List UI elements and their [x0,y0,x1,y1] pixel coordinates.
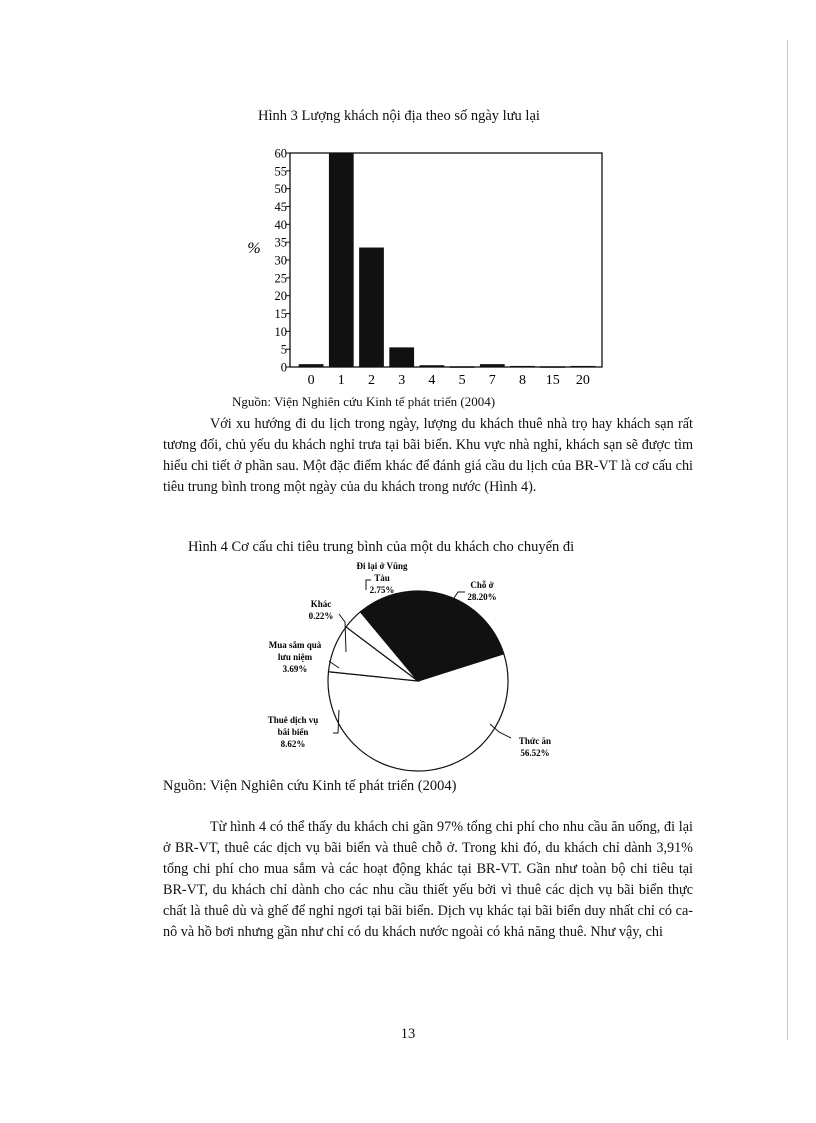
x-tick-label: 7 [488,373,496,388]
pie-value-label: 8.62% [280,739,306,749]
pie-value-label: 0.22% [308,611,334,621]
pie-value-label: 2.75% [369,585,395,595]
paragraph-2 [163,817,693,943]
pie-category-label: Chỗ ở [470,580,494,590]
y-tick-label: 45 [274,200,287,214]
bar-4 [420,365,445,367]
x-tick-label: 20 [575,373,590,388]
bar-1 [329,153,354,367]
bar-3 [389,347,414,367]
pie-category-label: bãi biển [277,727,309,737]
pie-value-label: 3.69% [282,664,308,674]
y-tick-label: 0 [280,360,287,375]
y-tick-label: 30 [274,253,287,268]
figure3-bar-chart [228,145,618,395]
bar-0 [299,364,324,367]
bar-15 [540,366,565,368]
page-number: 13 [400,1026,416,1042]
pie-category-label: Tàu [374,573,390,583]
x-tick-label: 5 [458,373,466,388]
x-tick-label: 8 [519,373,526,388]
y-tick-label: 20 [274,289,287,304]
pie-category-label: Mua sắm quà [268,640,322,650]
pie-category-label: Đi lại ở Vũng [356,561,408,571]
scan-edge-line [787,40,788,1040]
bar-5 [450,366,475,368]
bar-7 [480,364,505,367]
bar-2 [359,248,384,367]
bar-8 [510,366,535,368]
figure4-pie-chart [245,558,575,773]
x-tick-label: 4 [428,373,436,388]
pie-category-label: Thuê dịch vụ [267,715,319,725]
pie-value-label: 56.52% [520,748,550,758]
pie-category-label: Khác [310,599,332,609]
figure4-source: Nguồn: Viện Nghiên cứu Kinh tế phát triển (2004) [163,778,457,794]
figure3-title: Hình 3 Lượng khách nội địa theo số ngày lưu lại [258,108,540,124]
bars [299,153,596,368]
x-tick-label: 3 [398,373,406,388]
pie-value-label: 28.20% [467,592,497,602]
leader-line [454,592,465,598]
y-tick-label: 15 [274,307,287,321]
x-tick-label: 2 [368,373,375,388]
y-tick-label: 55 [274,164,287,179]
y-tick-label: 25 [274,271,287,286]
bar-20 [571,366,596,368]
paragraph-1-text: Với xu hướng đi du lịch trong ngày, lượng du khách thuê nhà trọ hay khách sạn rất tương đối, chủ yếu du khách nghỉ trưa tại bãi biển. Khu vực nhà nghỉ, khách sạn sẽ được tìm hiểu chi tiết ở phần sau. Một đặc điểm khác để đánh giá cầu du lịch của BR-VT là cơ cấu chi tiêu trung bình trong một ngày của du khách trong nước (Hình 4). [163,416,693,495]
y-tick-label: 10 [274,324,287,339]
paragraph-2-text: Từ hình 4 có thể thấy du khách chi gần 97% tổng chi phí cho nhu cầu ăn uống, đi lại ở BR-VT, thuê các dịch vụ bãi biển và thuê chỗ ở. Trong khi đó, du khách chỉ dành 3,91% tổng chi phí cho mua sắm và các hoạt động khác tại BR-VT. Gần như toàn bộ chi tiêu tại BR-VT, du khách chỉ dành cho các nhu cầu thiết yếu bởi vì thuê các dịch vụ bãi biển thực chất là thuê dù và ghế để nghỉ ngơi tại bãi biển. Dịch vụ khác tại bãi biển duy nhất chỉ có ca-nô và hồ bơi nhưng gần như chỉ có du khách nước ngoài có khả năng thuê. Như vậy, chi [163,819,693,940]
y-tick-label: 50 [274,182,287,197]
y-tick-label: 40 [274,217,287,232]
pie-category-label: lưu niệm [277,652,313,662]
paragraph-1 [163,414,693,498]
pie-slices [328,591,508,771]
y-axis-label: % [247,240,261,257]
x-ticks [308,373,590,388]
y-tick-label: 35 [274,235,287,250]
figure4-title: Hình 4 Cơ cấu chi tiêu trung bình của một du khách cho chuyến đi [188,539,575,555]
x-tick-label: 1 [337,373,345,388]
pie-category-label: Thức ăn [518,736,552,746]
y-tick-label: 5 [280,342,287,357]
y-ticks [275,147,291,375]
figure3-source: Nguồn: Viện Nghiên cứu Kinh tế phát triển (2004) [232,394,496,409]
y-tick-label: 60 [274,146,287,161]
x-tick-label: 0 [307,373,315,388]
x-tick-label: 15 [545,373,560,388]
